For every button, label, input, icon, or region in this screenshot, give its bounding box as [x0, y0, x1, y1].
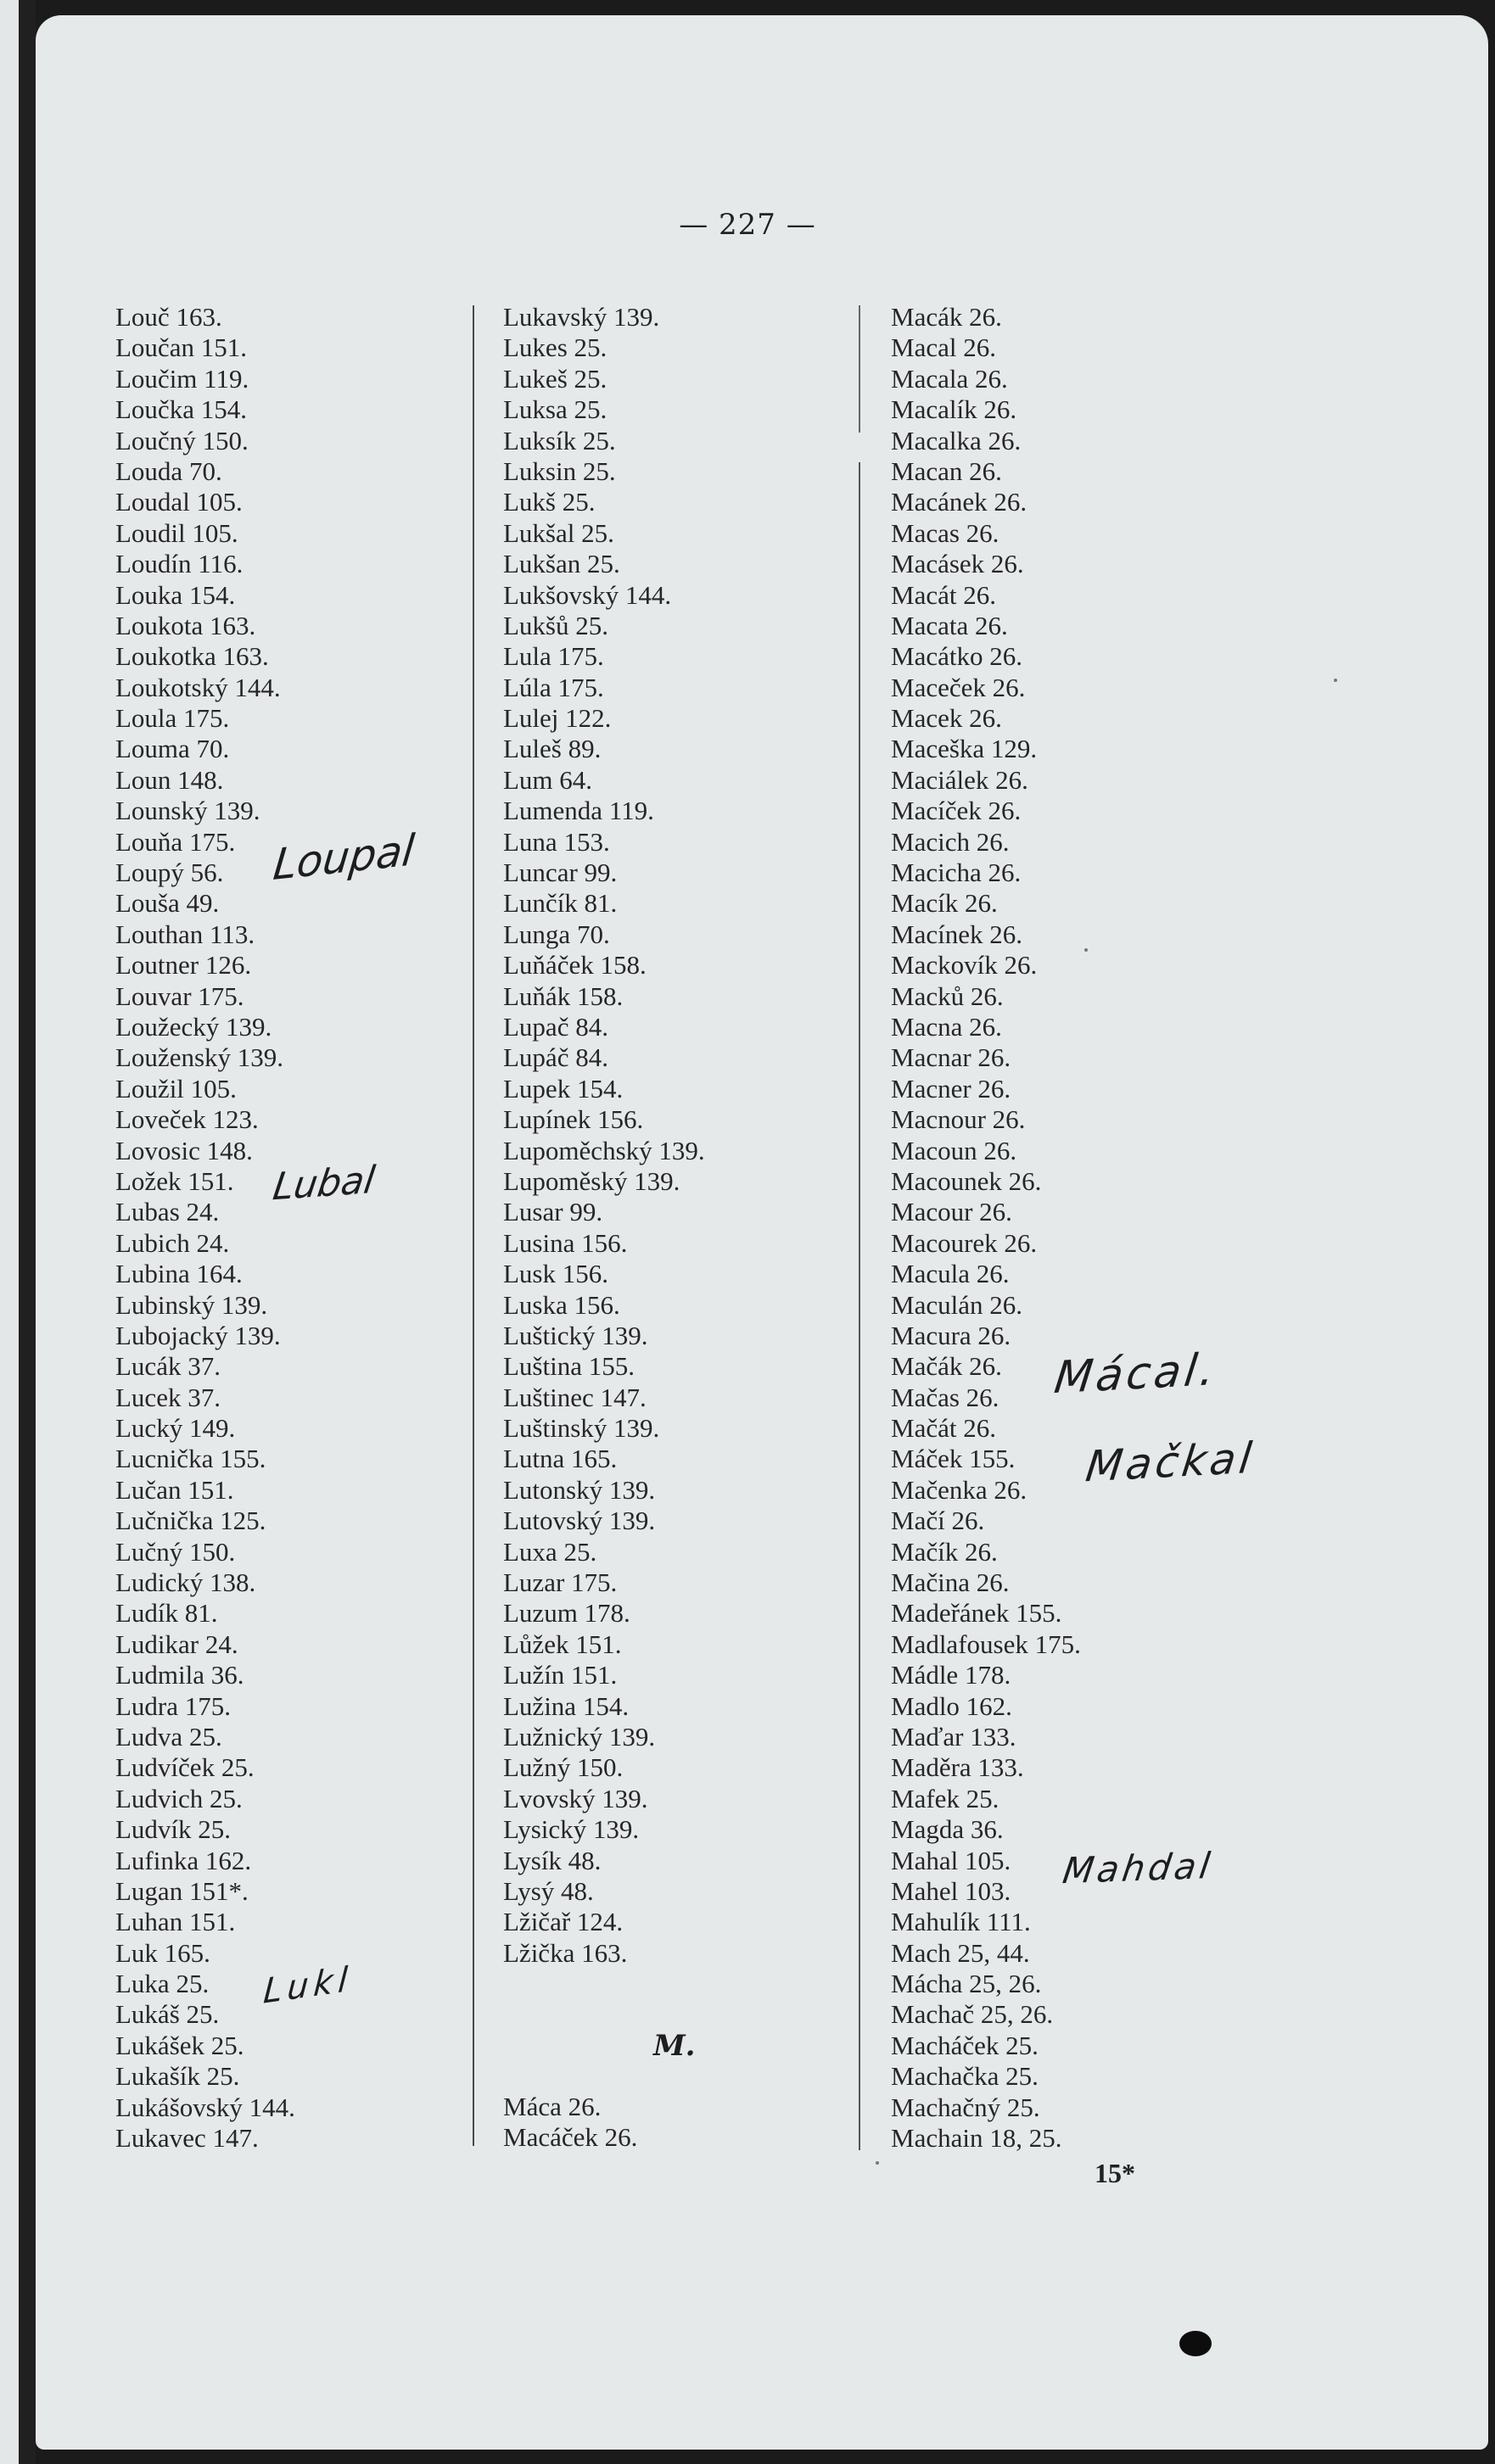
index-entry: Lukšovský 144. — [503, 579, 672, 610]
index-entry: Macas 26. — [891, 517, 999, 548]
index-entry: Mačí 26. — [891, 1506, 985, 1536]
index-entry: Lučan 151. — [115, 1474, 234, 1505]
index-entry: Louvar 175. — [115, 981, 244, 1011]
index-entry: Macalka 26. — [891, 425, 1022, 455]
index-entry: Ludikar 24. — [115, 1629, 238, 1659]
index-entry: Lovosic 148. — [115, 1135, 253, 1165]
index-entry: Mádle 178. — [891, 1660, 1011, 1690]
index-entry: Luzar 175. — [503, 1567, 618, 1598]
index-entry: Macata 26. — [891, 610, 1008, 640]
index-entry: Macáček 26. — [503, 2122, 638, 2153]
index-entry: Lukš 25. — [503, 487, 596, 517]
index-entry: Macula 26. — [891, 1259, 1010, 1289]
index-entry: Macák 26. — [891, 302, 1002, 332]
index-entry: Lúla 175. — [503, 672, 604, 702]
index-entry: Loukota 163. — [115, 610, 256, 640]
index-entry: Macík 26. — [891, 888, 998, 919]
index-entry: Loukotský 144. — [115, 672, 281, 702]
index-entry: Lugan 151*. — [115, 1875, 249, 1906]
index-entry: Luka 25. — [115, 1969, 210, 1999]
index-entry: Louma 70. — [115, 734, 230, 764]
index-entry: Ludva 25. — [115, 1721, 222, 1752]
index-entry: Macan 26. — [891, 455, 1002, 486]
index-entry: Loun 148. — [115, 764, 224, 795]
index-entry: Lvovský 139. — [503, 1783, 648, 1813]
index-entry: Lukeš 25. — [503, 363, 608, 394]
index-entry: Lužina 154. — [503, 1690, 630, 1721]
index-entry: Macínek 26. — [891, 919, 1022, 949]
index-entry: Loupý 56. — [115, 858, 224, 888]
index-entry: Louthan 113. — [115, 919, 255, 949]
index-entry: Lžičař 124. — [503, 1907, 624, 1937]
index-entry: Magda 36. — [891, 1814, 1004, 1845]
index-entry: Lupoměský 139. — [503, 1165, 680, 1196]
index-entry: Máca 26. — [503, 2092, 602, 2121]
index-entry: Macich 26. — [891, 826, 1010, 857]
index-entry: Ludmila 36. — [115, 1660, 244, 1690]
index-entry: Mafek 25. — [891, 1783, 999, 1813]
index-entry: Lysý 48. — [503, 1875, 594, 1906]
index-entry: Macásek 26. — [891, 549, 1024, 579]
name-column-1 — [115, 302, 295, 2154]
adjacent-page-edge — [0, 0, 19, 2464]
index-entry: Ludík 81. — [115, 1598, 218, 1629]
index-entry: Loučný 150. — [115, 425, 249, 455]
index-entry: Macala 26. — [891, 363, 1008, 394]
index-entry: Luňák 158. — [503, 981, 624, 1011]
index-entry: Luzum 178. — [503, 1598, 630, 1629]
index-entry: Lukšů 25. — [503, 610, 608, 640]
index-entry: Lupínek 156. — [503, 1104, 644, 1135]
ink-speck — [876, 2161, 879, 2165]
index-entry: Mahulík 111. — [891, 1907, 1031, 1937]
index-entry: Luncar 99. — [503, 858, 618, 888]
index-entry: Lubinský 139. — [115, 1289, 268, 1320]
handwritten-note-lukl: Lukl — [261, 1959, 355, 2012]
index-entry: Mačík 26. — [891, 1536, 998, 1567]
handwritten-note-lubal: Lubal — [270, 1158, 378, 1210]
index-entry: Lupáč 84. — [503, 1042, 608, 1073]
printer-signature-mark: 15* — [1095, 2158, 1135, 2188]
index-entry: Maďar 133. — [891, 1721, 1016, 1752]
index-entry: Lusar 99. — [503, 1197, 603, 1227]
index-entry: Lounský 139. — [115, 796, 260, 826]
index-entry: Loučim 119. — [115, 363, 249, 394]
index-entry: Lusk 156. — [503, 1259, 608, 1289]
index-entry: Mačenka 26. — [891, 1474, 1027, 1505]
index-entry: Machač 25, 26. — [891, 1999, 1054, 2030]
index-entry: Mackovík 26. — [891, 950, 1038, 981]
index-entry: Lžička 163. — [503, 1937, 628, 1968]
index-entry: Lupač 84. — [503, 1011, 608, 1042]
index-entry: Luštický 139. — [503, 1320, 648, 1350]
index-entry: Machačný 25. — [891, 2092, 1040, 2122]
index-entry: Loudil 105. — [115, 517, 238, 548]
index-entry: Lužný 150. — [503, 1752, 624, 1783]
index-entry: Lukavský 139. — [503, 302, 660, 332]
index-entry: Macíček 26. — [891, 796, 1022, 826]
index-entry: Lutovský 139. — [503, 1506, 656, 1536]
index-entry: Loužil 105. — [115, 1073, 237, 1103]
index-entry: Macát 26. — [891, 579, 996, 610]
index-entry: Lubojacký 139. — [115, 1320, 281, 1350]
index-entry: Mahal 105. — [891, 1845, 1011, 1875]
index-entry: Lubina 164. — [115, 1259, 243, 1289]
index-entry: Lukšan 25. — [503, 549, 620, 579]
ink-speck — [1334, 679, 1337, 682]
index-entry: Macnour 26. — [891, 1104, 1026, 1135]
index-entry: Lum 64. — [503, 764, 593, 795]
index-entry: Luňáček 158. — [503, 950, 647, 981]
page-number: — 227 — — [679, 208, 816, 242]
name-column-2-m-section — [503, 2092, 637, 2154]
index-entry: Lutonský 139. — [503, 1474, 656, 1505]
index-entry: Macourek 26. — [891, 1227, 1038, 1258]
index-entry: Maceška 129. — [891, 734, 1038, 764]
index-entry: Luksin 25. — [503, 455, 616, 486]
scan-background — [19, 0, 36, 2464]
index-entry: Loutner 126. — [115, 950, 252, 981]
ink-blot — [1179, 2331, 1212, 2356]
index-entry: Luštinský 139. — [503, 1413, 660, 1444]
index-entry: Loučka 154. — [115, 394, 247, 425]
index-entry: Ludvich 25. — [115, 1783, 243, 1813]
index-entry: Madeřánek 155. — [891, 1598, 1062, 1629]
index-entry: Loučan 151. — [115, 332, 247, 363]
index-entry: Mačas 26. — [891, 1382, 999, 1412]
index-entry: Louč 163. — [115, 302, 222, 332]
index-entry: Macal 26. — [891, 332, 996, 363]
index-entry: Lůžek 151. — [503, 1629, 622, 1659]
index-entry: Lulej 122. — [503, 703, 612, 734]
index-entry: Luhan 151. — [115, 1907, 236, 1937]
index-entry: Lukšal 25. — [503, 517, 614, 548]
index-entry: Maděra 133. — [891, 1752, 1024, 1783]
index-entry: Machain 18, 25. — [891, 2123, 1062, 2154]
index-entry: Louňa 175. — [115, 826, 236, 857]
index-entry: Mácha 25, 26. — [891, 1969, 1042, 1999]
index-entry: Lupek 154. — [503, 1073, 624, 1103]
ink-speck — [1084, 948, 1088, 952]
index-entry: Ludvíček 25. — [115, 1752, 255, 1783]
index-entry: Lumenda 119. — [503, 796, 654, 826]
index-entry: Lucký 149. — [115, 1413, 236, 1444]
index-entry: Loudal 105. — [115, 487, 243, 517]
index-entry: Lufinka 162. — [115, 1845, 252, 1875]
index-entry: Ludický 138. — [115, 1567, 256, 1598]
index-entry: Máček 155. — [891, 1444, 1016, 1474]
index-entry: Ložek 151. — [115, 1165, 234, 1196]
index-entry: Luština 155. — [503, 1351, 635, 1382]
handwritten-note-mackal: Mačkal — [1083, 1433, 1258, 1492]
index-entry: Lucek 37. — [115, 1382, 221, 1412]
index-entry: Mačát 26. — [891, 1413, 996, 1444]
index-entry: Ludvík 25. — [115, 1814, 232, 1845]
index-entry: Luksa 25. — [503, 394, 608, 425]
name-column-2 — [503, 302, 705, 1969]
index-entry: Lužnický 139. — [503, 1721, 656, 1752]
index-entry: Luksík 25. — [503, 425, 616, 455]
index-entry: Luxa 25. — [503, 1536, 597, 1567]
name-column-3 — [891, 302, 1081, 2154]
index-entry: Macnar 26. — [891, 1042, 1011, 1073]
handwritten-note-mahdal: Mahdal — [1060, 1844, 1217, 1892]
index-entry: Maciálek 26. — [891, 764, 1028, 795]
index-entry: Macháček 25. — [891, 2030, 1039, 2060]
index-entry: Macura 26. — [891, 1320, 1011, 1350]
index-entry: Lutna 165. — [503, 1444, 618, 1474]
index-entry: Ludra 175. — [115, 1690, 232, 1721]
index-entry: Lysík 48. — [503, 1845, 602, 1875]
index-entry: Macků 26. — [891, 981, 1004, 1011]
index-entry: Loukotka 163. — [115, 641, 269, 672]
index-entry: Mahel 103. — [891, 1875, 1011, 1906]
index-entry: Louženský 139. — [115, 1042, 284, 1073]
index-entry: Lubas 24. — [115, 1197, 220, 1227]
index-entry: Machačka 25. — [891, 2061, 1039, 2092]
index-entry: Lužín 151. — [503, 1660, 618, 1690]
index-entry: Lucnička 155. — [115, 1444, 266, 1474]
index-entry: Luk 165. — [115, 1937, 210, 1968]
column-divider-1 — [473, 305, 474, 2146]
index-entry: Loula 175. — [115, 703, 230, 734]
index-entry: Loveček 123. — [115, 1104, 259, 1135]
index-entry: Lukavec 147. — [115, 2123, 259, 2154]
index-entry: Maculán 26. — [891, 1289, 1022, 1320]
index-entry: Loužecký 139. — [115, 1011, 272, 1042]
handwritten-note-macal: Mácal. — [1051, 1344, 1221, 1405]
index-entry: Madlo 162. — [891, 1690, 1012, 1721]
index-entry: Macánek 26. — [891, 487, 1027, 517]
index-entry: Mach 25, 44. — [891, 1937, 1030, 1968]
index-entry: Macicha 26. — [891, 858, 1022, 888]
index-entry: Lysický 139. — [503, 1814, 640, 1845]
index-entry: Luštinec 147. — [503, 1382, 647, 1412]
index-entry: Lula 175. — [503, 641, 604, 672]
index-entry: Macátko 26. — [891, 641, 1022, 672]
index-entry: Lunga 70. — [503, 919, 610, 949]
index-entry: Macounek 26. — [891, 1165, 1042, 1196]
index-entry: Macner 26. — [891, 1073, 1011, 1103]
index-entry: Loudín 116. — [115, 549, 244, 579]
index-entry: Macna 26. — [891, 1011, 1002, 1042]
index-entry: Louša 49. — [115, 888, 220, 919]
section-letter-heading: M. — [653, 2029, 696, 2063]
index-entry: Macalík 26. — [891, 394, 1017, 425]
index-entry: Maceček 26. — [891, 672, 1026, 702]
index-entry: Louda 70. — [115, 455, 222, 486]
index-entry: Lucák 37. — [115, 1351, 221, 1382]
handwritten-note-loupal: Loupal — [271, 824, 417, 891]
index-entry: Louka 154. — [115, 579, 236, 610]
index-entry: Mačina 26. — [891, 1567, 1010, 1598]
index-entry: Lubich 24. — [115, 1227, 230, 1258]
index-entry: Lunčík 81. — [503, 888, 618, 919]
index-entry: Luska 156. — [503, 1289, 620, 1320]
index-entry: Madlafousek 175. — [891, 1629, 1081, 1659]
column-divider-2-top — [859, 305, 860, 433]
index-entry: Macoun 26. — [891, 1135, 1017, 1165]
index-entry: Macour 26. — [891, 1197, 1012, 1227]
index-entry: Mačák 26. — [891, 1351, 1002, 1382]
index-entry: Lukašík 25. — [115, 2061, 240, 2092]
index-entry: Lučný 150. — [115, 1536, 236, 1567]
index-entry: Lusina 156. — [503, 1227, 628, 1258]
index-entry: Macek 26. — [891, 703, 1002, 734]
index-entry: Lukášek 25. — [115, 2030, 244, 2060]
index-entry: Luleš 89. — [503, 734, 602, 764]
index-entry: Lučnička 125. — [115, 1506, 266, 1536]
index-entry: Lukáš 25. — [115, 1999, 220, 2030]
index-entry: Lukes 25. — [503, 332, 608, 363]
index-entry: Luna 153. — [503, 826, 610, 857]
column-divider-2 — [859, 462, 860, 2150]
index-entry: Lupoměchský 139. — [503, 1135, 705, 1165]
index-entry: Lukášovský 144. — [115, 2092, 295, 2122]
